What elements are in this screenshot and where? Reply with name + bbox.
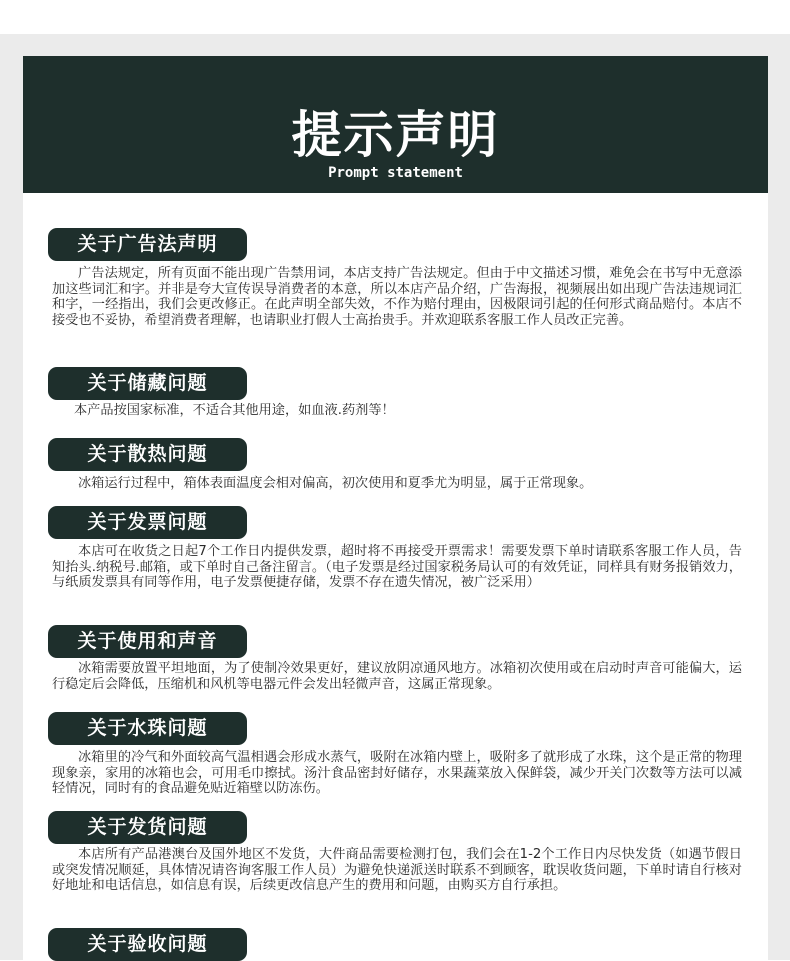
section-text: 冰箱需要放置平坦地面，为了使制冷效果更好，建议放阴凉通风地方。冰箱初次使用或在启动时声音可能偏大，运行稳定后会降低，压缩机和风机等电器元件会发出轻微声音，这属正常现象。: [52, 661, 742, 692]
section-text: 本产品按国家标准，不适合其他用途，如血液.药剂等！: [74, 403, 395, 418]
section-heading: 关于储藏问题: [48, 367, 247, 400]
section-heading: 关于验收问题: [48, 928, 247, 961]
section-heading: 关于散热问题: [48, 438, 247, 471]
section-heading: 关于发货问题: [48, 811, 247, 844]
section-text: 冰箱运行过程中，箱体表面温度会相对偏高，初次使用和夏季尤为明显，属于正常现象。: [78, 476, 593, 491]
statement-card: [23, 56, 768, 960]
page-subtitle: Prompt statement: [328, 165, 463, 181]
section-text: 本店可在收货之日起7个工作日内提供发票，超时将不再接受开票需求！需要发票下单时请联系客服工作人员，告知抬头.纳税号.邮箱，或下单时自己备注留言。（电子发票是经过国家税务局认可的有效凭证，同样具有财务报销效力，与纸质发票具有同等作用，电子发票便捷存储，发票不存在遗失情况，被广泛采用）: [52, 544, 742, 590]
page-title: 提示声明: [291, 106, 500, 164]
section-heading: 关于广告法声明: [48, 228, 247, 261]
section-text: 本店所有产品港澳台及国外地区不发货，大件商品需要检测打包，我们会在1-2个工作日内尽快发货（如遇节假日或突发情况顺延，具体情况请咨询客服工作人员）为避免快递派送时联系不到顾客，耽误收货问题，下单时请自行核对好地址和电话信息，如信息有误，后续更改信息产生的费用和问题，由购买方自行承担。: [52, 847, 742, 893]
section-heading: 关于水珠问题: [48, 712, 247, 745]
section-text: 冰箱里的冷气和外面较高气温相遇会形成水蒸气，吸附在冰箱内壁上，吸附多了就形成了水珠，这个是正常的物理现象亲，家用的冰箱也会，可用毛巾擦拭。汤汁食品密封好储存，水果蔬菜放入保鲜袋，减少开关门次数等方法可以减轻情况，同时有的食品避免贴近箱壁以防冻伤。: [52, 750, 742, 796]
section-heading: 关于发票问题: [48, 506, 247, 539]
section-text: 广告法规定，所有页面不能出现广告禁用词，本店支持广告法规定。但由于中文描述习惯，难免会在书写中无意添加这些词汇和字。并非是夸大宣传误导消费者的本意，所以本店产品介绍，广告海报，视频展出如出现广告法违规词汇和字，一经指出，我们会更改修正。在此声明全部失效，不作为赔付理由，因极限词引起的任何形式商品赔付。本店不接受也不妥协，希望消费者理解，也请职业打假人士高抬贵手。并欢迎联系客服工作人员改正完善。: [52, 266, 742, 328]
statement-banner: [23, 56, 768, 193]
section-heading: 关于使用和声音: [48, 625, 247, 658]
